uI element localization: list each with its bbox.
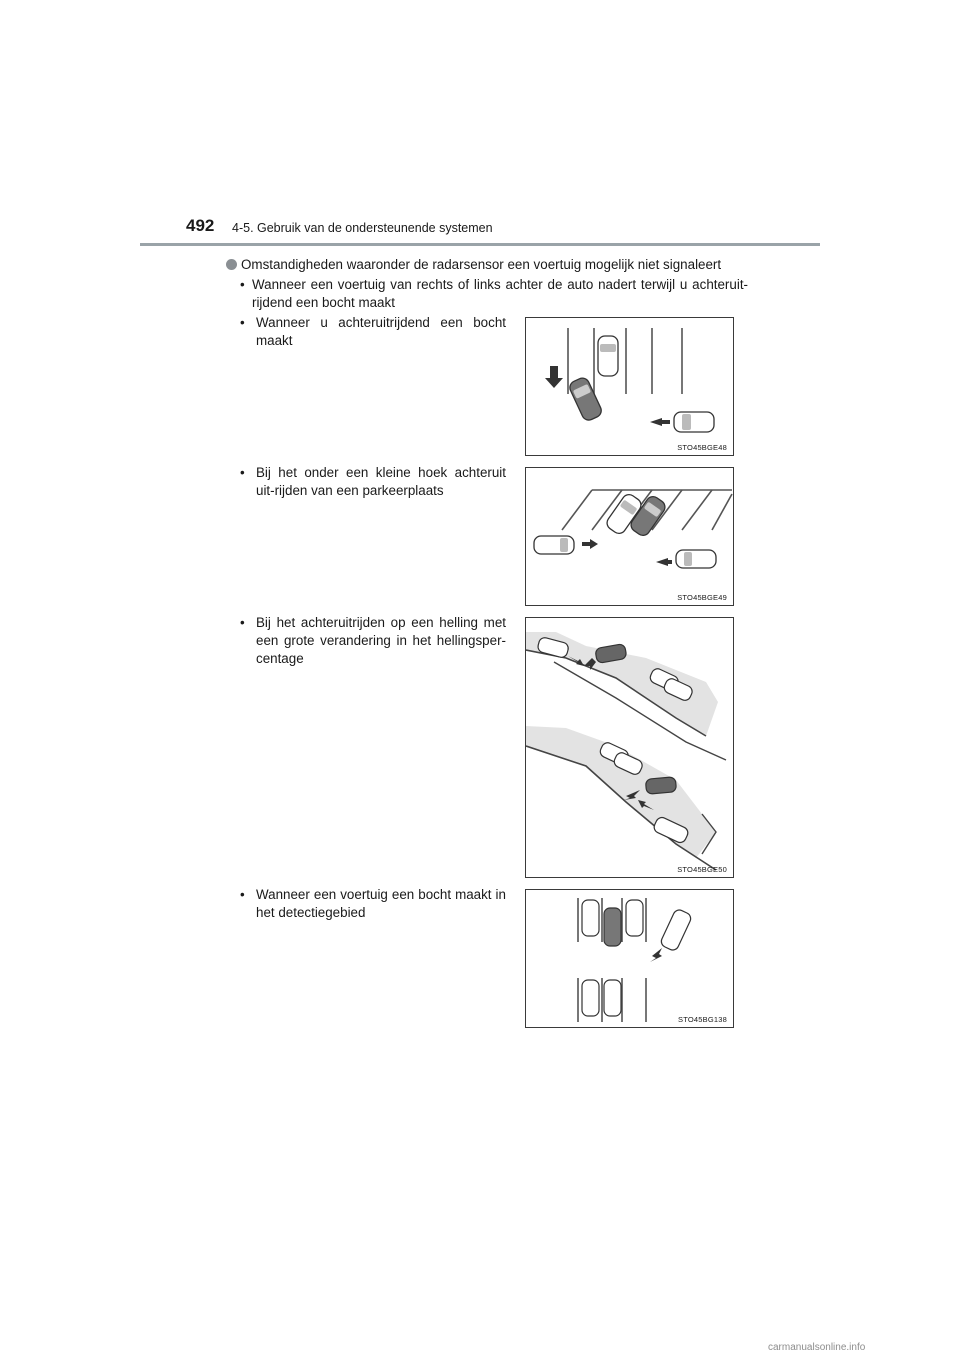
figure-code: STO45BGE50: [677, 865, 727, 874]
intro-bullet-text: Wanneer een voertuig van rechts of links achter de auto nadert terwijl u achteruit-rijdend een bocht maakt: [252, 277, 748, 310]
list-item-text: Wanneer u achteruitrijdend een bocht maakt: [256, 315, 506, 348]
list-item: [240, 464, 506, 500]
circle-bullet-icon: [226, 259, 237, 270]
figure-reverse-turn: [525, 317, 734, 456]
intro-heading: [226, 256, 746, 274]
figure-code: STO45BGE48: [677, 443, 727, 452]
intro-bullet: [240, 276, 746, 312]
figure-detection-turn: [525, 889, 734, 1028]
figure-code: STO45BG138: [678, 1015, 727, 1024]
figure-slope: [525, 617, 734, 878]
intro: [226, 256, 746, 312]
figure-code: STO45BGE49: [677, 593, 727, 602]
list-item: [240, 614, 506, 668]
bullet-icon: •: [240, 615, 245, 630]
bullet-icon: •: [240, 887, 245, 902]
list-item: [240, 314, 506, 350]
bullet-icon: •: [240, 315, 245, 330]
illustration-angle-exit: [526, 468, 733, 605]
list-item: [240, 886, 506, 922]
header-rule: [140, 243, 820, 246]
list-item-text: Bij het onder een kleine hoek achteruit uit-rijden van een parkeerplaats: [256, 465, 506, 498]
list-item-text: Wanneer een voertuig een bocht maakt in het detectiegebied: [256, 887, 506, 920]
illustration-slope: [526, 618, 733, 877]
section-title: 4-5. Gebruik van de ondersteunende systemen: [232, 221, 493, 235]
intro-heading-text: Omstandigheden waaronder de radarsensor een voertuig mogelijk niet signaleert: [241, 257, 722, 272]
bullet-icon: •: [240, 465, 245, 480]
watermark-url: carmanualsonline.info: [768, 1342, 866, 1353]
bullet-icon: •: [240, 277, 245, 292]
figure-angle-exit: [525, 467, 734, 606]
page-number: 492: [186, 216, 215, 235]
list-item-text: Bij het achteruitrijden op een helling met een grote verandering in het hellingsper-centage: [256, 615, 506, 666]
illustration-reverse-turn: [526, 318, 733, 455]
illustration-detection-turn: [526, 890, 733, 1027]
